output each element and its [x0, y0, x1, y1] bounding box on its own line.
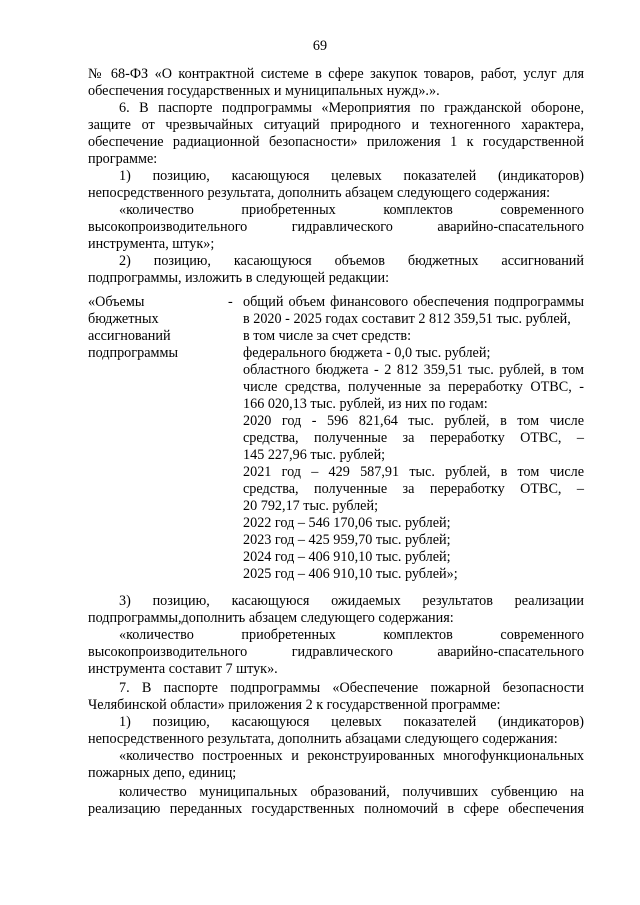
table-right-line: 2022 год – 546 170,06 тыс. рублей; [243, 515, 451, 531]
table-left-cell: ассигнований [88, 328, 171, 344]
text-line: высокопроизводительного гидравлического аварийно-спасательного [88, 219, 584, 235]
text-line: «количество построенных и реконструированных многофункциональных [119, 748, 584, 764]
text-line: № 68-ФЗ «О контрактной системе в сфере закупок товаров, работ, услуг для [88, 66, 584, 82]
table-right-line: федерального бюджета - 0,0 тыс. рублей; [243, 345, 491, 361]
text-line: непосредственного результата, дополнить абзацами следующего содержания: [88, 731, 558, 747]
table-right-line: областного бюджета - 2 812 359,51 тыс. рублей, в том [243, 362, 584, 378]
page-number: 69 [312, 38, 328, 54]
text-line: 2) позицию, касающуюся объемов бюджетных ассигнований [119, 253, 584, 269]
text-line: пожарных депо, единиц; [88, 765, 237, 781]
text-line: 3) позицию, касающуюся ожидаемых результатов реализации [119, 593, 584, 609]
table-right-line: средства, полученные за переработку ОТВС, – [243, 481, 584, 497]
text-line: 6. В паспорте подпрограммы «Мероприятия по гражданской обороне, [119, 100, 584, 116]
text-line: количество муниципальных образований, получивших субвенцию на [119, 784, 584, 800]
text-line: 7. В паспорте подпрограммы «Обеспечение пожарной безопасности [119, 680, 584, 696]
table-left-cell: «Объемы [88, 294, 145, 310]
text-line: обеспечения государственных и муниципальных нужд».». [88, 83, 440, 99]
text-line: защите от чрезвычайных ситуаций природного и техногенного характера, [88, 117, 584, 133]
table-right-line: 2020 год - 596 821,64 тыс. рублей, в том числе [243, 413, 584, 429]
text-line: подпрограммы, изложить в следующей редакции: [88, 270, 390, 286]
table-right-line: в 2020 - 2025 годах составит 2 812 359,51 тыс. рублей, [243, 311, 571, 327]
table-right-line: 2021 год – 429 587,91 тыс. рублей, в том числе [243, 464, 584, 480]
text-line: инструмента составит 7 штук». [88, 661, 278, 677]
text-line: «количество приобретенных комплектов современного [119, 627, 584, 643]
text-line: 1) позицию, касающуюся целевых показателей (индикаторов) [119, 714, 584, 730]
table-right-line: 166 020,13 тыс. рублей, из них по годам: [243, 396, 488, 412]
text-line: инструмента, штук»; [88, 236, 215, 252]
table-right-line: 2023 год – 425 959,70 тыс. рублей; [243, 532, 451, 548]
table-right-line: 2025 год – 406 910,10 тыс. рублей»; [243, 566, 458, 582]
table-right-line: 145 227,96 тыс. рублей; [243, 447, 386, 463]
table-right-line: 2024 год – 406 910,10 тыс. рублей; [243, 549, 451, 565]
text-line: «количество приобретенных комплектов современного [119, 202, 584, 218]
text-line: высокопроизводительного гидравлического аварийно-спасательного [88, 644, 584, 660]
text-line: подпрограммы,дополнить абзацем следующего содержания: [88, 610, 454, 626]
table-left-cell: бюджетных [88, 311, 159, 327]
table-right-line: средства, полученные за переработку ОТВС, – [243, 430, 584, 446]
table-right-line: 20 792,17 тыс. рублей; [243, 498, 379, 514]
text-line: непосредственного результата, дополнить абзацем следующего содержания: [88, 185, 551, 201]
table-left-cell: подпрограммы [88, 345, 178, 361]
table-right-line: общий объем финансового обеспечения подпрограммы [243, 294, 584, 310]
text-line: реализацию переданных государственных полномочий в сфере обеспечения [88, 801, 584, 817]
text-line: 1) позицию, касающуюся целевых показателей (индикаторов) [119, 168, 584, 184]
text-line: Челябинской области» приложения 2 к государственной программе: [88, 697, 501, 713]
table-right-line: числе средства, полученные за переработку ОТВС, - [243, 379, 584, 395]
table-right-line: в том числе за счет средств: [243, 328, 412, 344]
text-line: программе: [88, 151, 158, 167]
text-line: обеспечение радиационной безопасности» приложения 1 к государственной [88, 134, 584, 150]
table-dash: - [228, 294, 233, 310]
